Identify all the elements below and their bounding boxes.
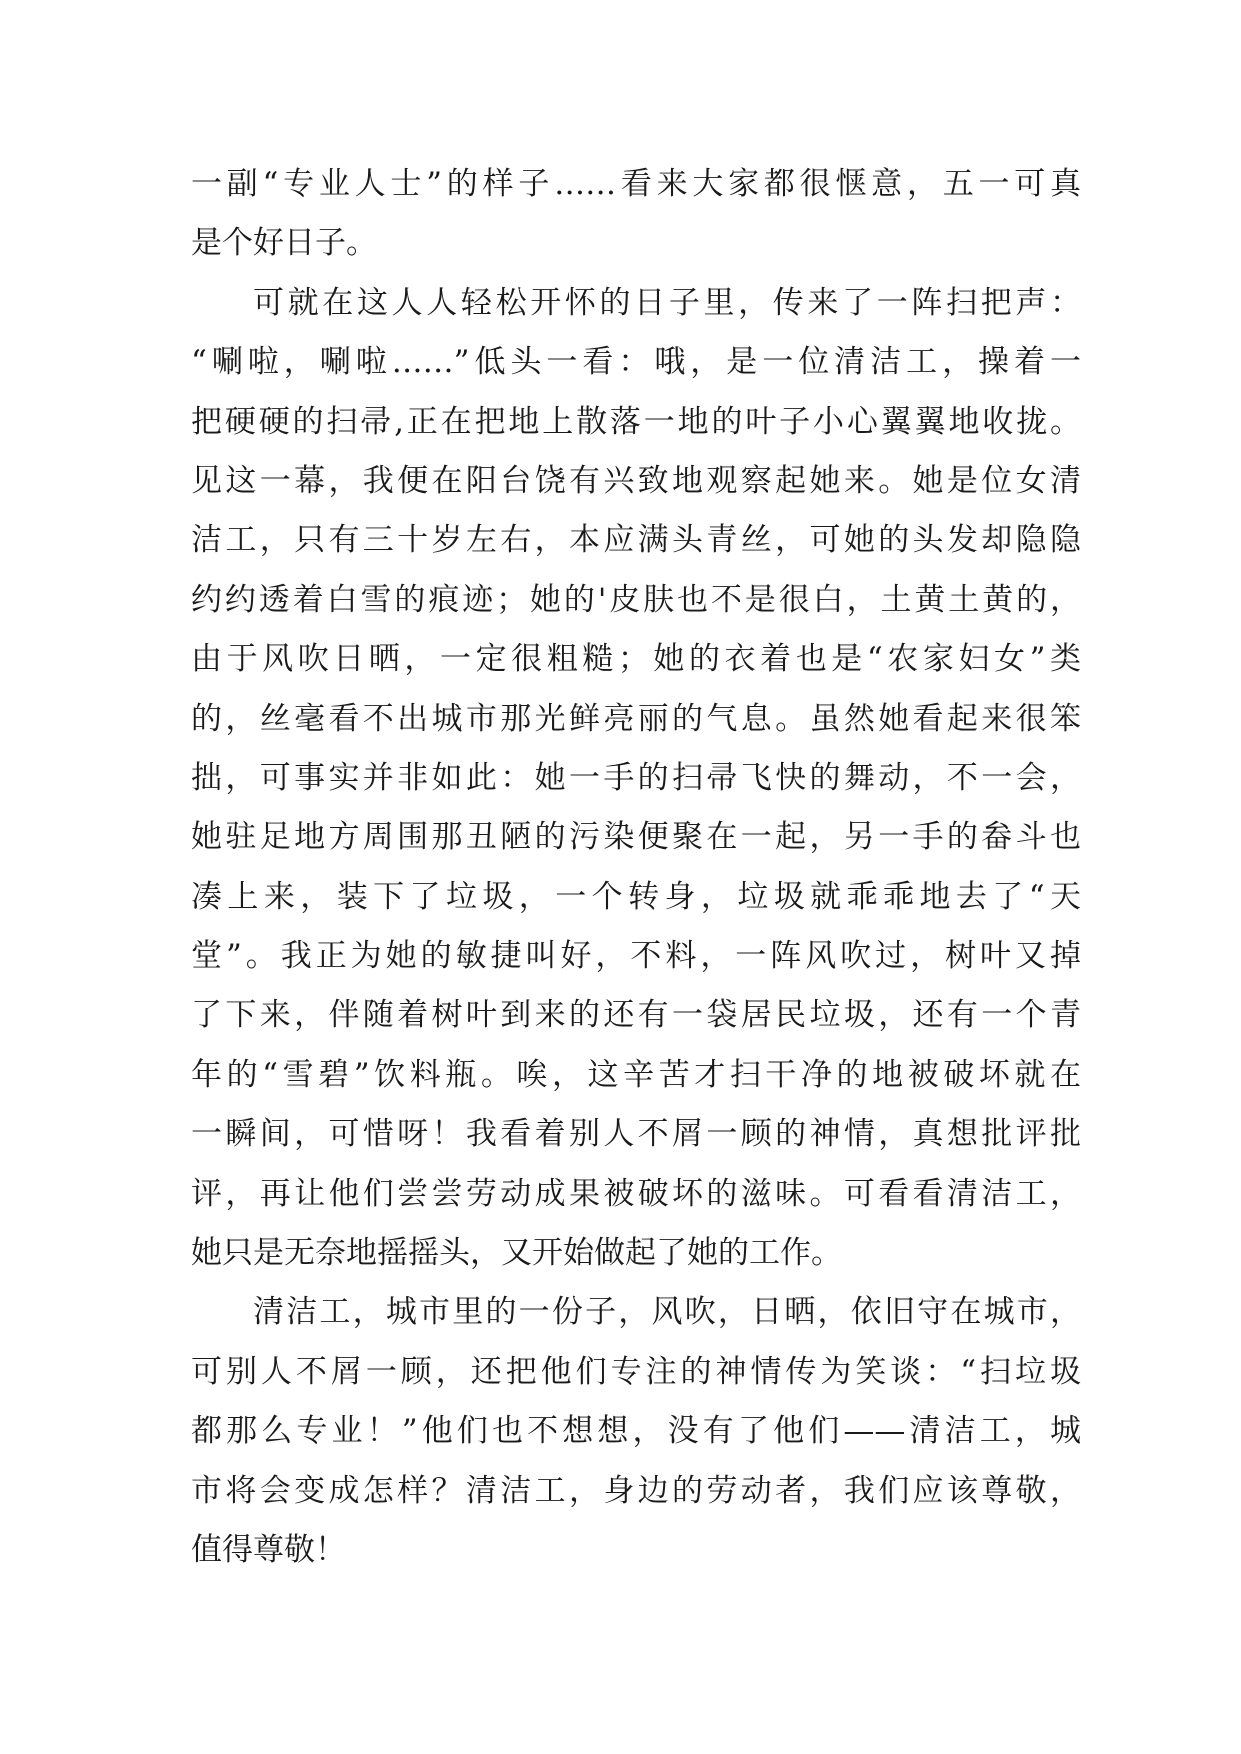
text-line: 她只是无奈地摇摇头，又开始做起了她的工作。 [191, 1235, 842, 1272]
text-line: 年的“雪碧”饮料瓶。唉，这辛苦才扫干净的地被破坏就在 [191, 1056, 1081, 1093]
text-line: 她驻足地方周围那丑陋的污染便聚在一起，另一手的畚斗也 [191, 819, 1081, 856]
text-line: 见这一幕，我便在阳台饶有兴致地观察起她来。她是位女清 [191, 462, 1081, 499]
text-line: 可别人不屑一顾，还把他们专注的神情传为笑谈：“扫垃圾 [191, 1353, 1081, 1390]
text-line: 是个好日子。 [191, 225, 377, 262]
text-line: 堂”。我正为她的敏捷叫好，不料，一阵风吹过，树叶又掉 [191, 938, 1081, 975]
text-line: 约约透着白雪的痕迹；她的'皮肤也不是很白，土黄土黄的， [191, 581, 1081, 618]
text-line: 拙，可事实并非如此：她一手的扫帚飞快的舞动，不一会， [191, 759, 1081, 796]
text-line: 一瞬间，可惜呀！我看着别人不屑一顾的神情，真想批评批 [191, 1116, 1081, 1153]
text-line: “唰啦，唰啦……”低头一看：哦，是一位清洁工，操着一 [191, 344, 1081, 381]
text-line: 可就在这人人轻松开怀的日子里，传来了一阵扫把声： [253, 284, 1081, 321]
text-line: 的，丝毫看不出城市那光鲜亮丽的气息。虽然她看起来很笨 [191, 700, 1081, 737]
text-line: 洁工，只有三十岁左右，本应满头青丝，可她的头发却隐隐 [191, 522, 1081, 559]
text-line: 市将会变成怎样？清洁工，身边的劳动者，我们应该尊敬， [191, 1472, 1081, 1509]
text-line: 把硬硬的扫帚,正在把地上散落一地的叶子小心翼翼地收拢。 [191, 403, 1081, 440]
text-line: 一副“专业人士”的样子……看来大家都很惬意，五一可真 [191, 166, 1081, 202]
text-line: 由于风吹日晒，一定很粗糙；她的衣着也是“农家妇女”类 [191, 641, 1081, 678]
text-line: 值得尊敬！ [191, 1531, 346, 1568]
text-line: 清洁工，城市里的一份子，风吹，日晒，依旧守在城市， [253, 1294, 1081, 1331]
essay-body [191, 155, 1081, 1580]
text-line: 凑上来，装下了垃圾，一个转身，垃圾就乖乖地去了“天 [191, 878, 1081, 915]
text-line: 都那么专业！”他们也不想想，没有了他们——清洁工，城 [191, 1413, 1081, 1450]
text-line: 了下来，伴随着树叶到来的还有一袋居民垃圾，还有一个青 [191, 997, 1081, 1034]
text-line: 评，再让他们尝尝劳动成果被破坏的滋味。可看看清洁工， [191, 1175, 1081, 1212]
